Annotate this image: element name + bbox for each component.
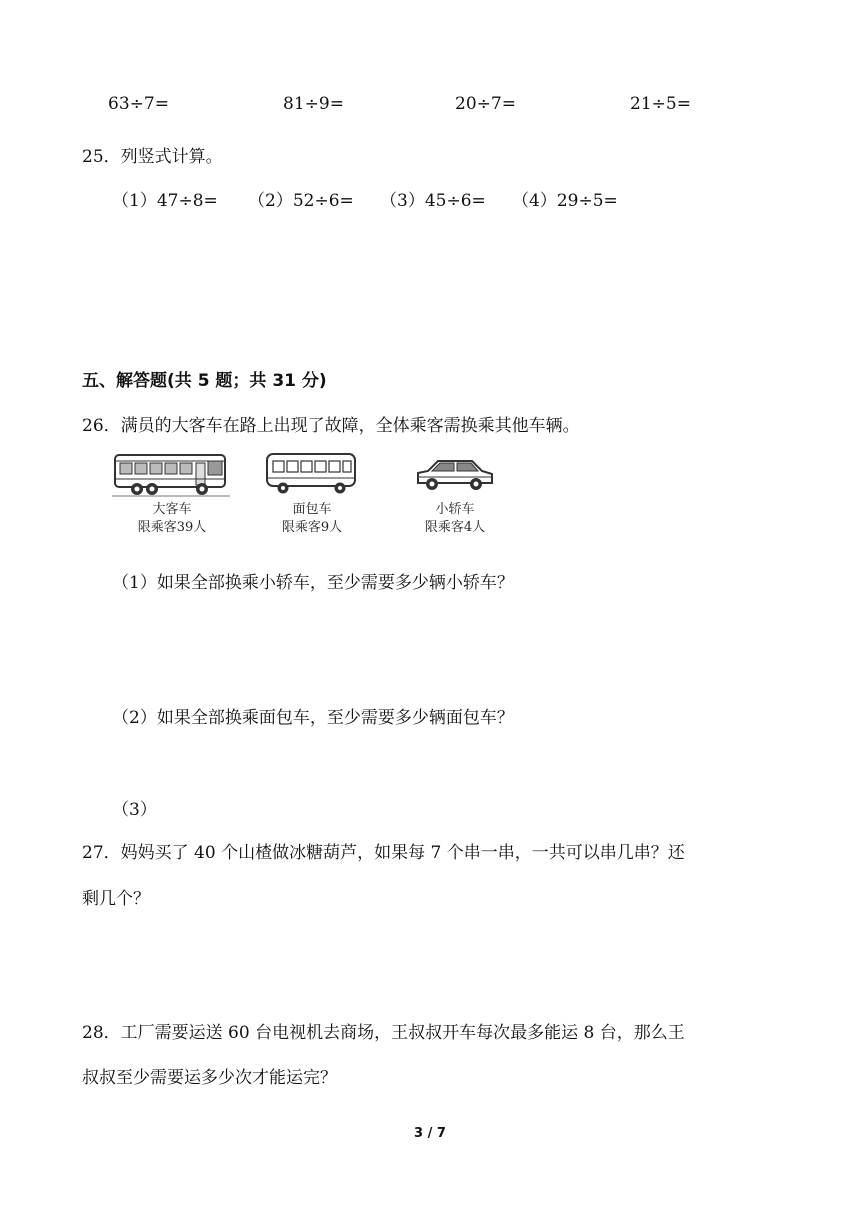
q28-line-1: 28．工厂需要运送 60 台电视机去商场，王叔叔开车每次最多能运 8 台，那么王 — [82, 1023, 685, 1043]
q25-item-1: （1）47÷8= — [112, 191, 218, 211]
section-5-heading: 五、解答题(共 5 题；共 31 分) — [82, 371, 327, 391]
q25-item-2: （2）52÷6= — [248, 191, 354, 211]
bus-icon — [112, 449, 232, 501]
vehicle-bus — [112, 449, 232, 537]
vehicle-minibus — [263, 449, 361, 537]
minibus-name: 面包车 — [292, 502, 332, 517]
bus-name: 大客车 — [152, 502, 192, 517]
car-icon — [410, 449, 500, 501]
minibus-icon — [263, 449, 361, 501]
bus-limit: 限乘客39人 — [137, 520, 207, 535]
q25-item-4: （4）29÷5= — [512, 191, 618, 211]
q26-sub-3: （3） — [112, 800, 157, 820]
q28-line-2: 叔叔至少需要运多少次才能运完？ — [82, 1068, 337, 1088]
vehicle-car — [410, 449, 500, 537]
q27-line-1: 27．妈妈买了 40 个山楂做冰糖葫芦，如果每 7 个串一串，一共可以串几串？还 — [82, 843, 685, 863]
q24-item-4: 21÷5= — [630, 94, 691, 114]
q24-item-1: 63÷7= — [108, 94, 169, 114]
page-number: 3 / 7 — [414, 1126, 446, 1141]
q25-item-3: （3）45÷6= — [380, 191, 486, 211]
q24-item-3: 20÷7= — [455, 94, 516, 114]
q26-sub-1: （1）如果全部换乘小轿车，至少需要多少辆小轿车？ — [112, 573, 514, 593]
q27-line-2: 剩几个？ — [82, 889, 150, 909]
minibus-limit: 限乘客9人 — [281, 520, 343, 535]
q24-item-2: 81÷9= — [283, 94, 344, 114]
q25-title: 25．列竖式计算。 — [82, 147, 223, 167]
car-limit: 限乘客4人 — [424, 520, 486, 535]
car-name: 小轿车 — [435, 502, 475, 517]
q26-title: 26．满员的大客车在路上出现了故障，全体乘客需换乘其他车辆。 — [82, 416, 580, 436]
q26-sub-2: （2）如果全部换乘面包车，至少需要多少辆面包车？ — [112, 708, 514, 728]
